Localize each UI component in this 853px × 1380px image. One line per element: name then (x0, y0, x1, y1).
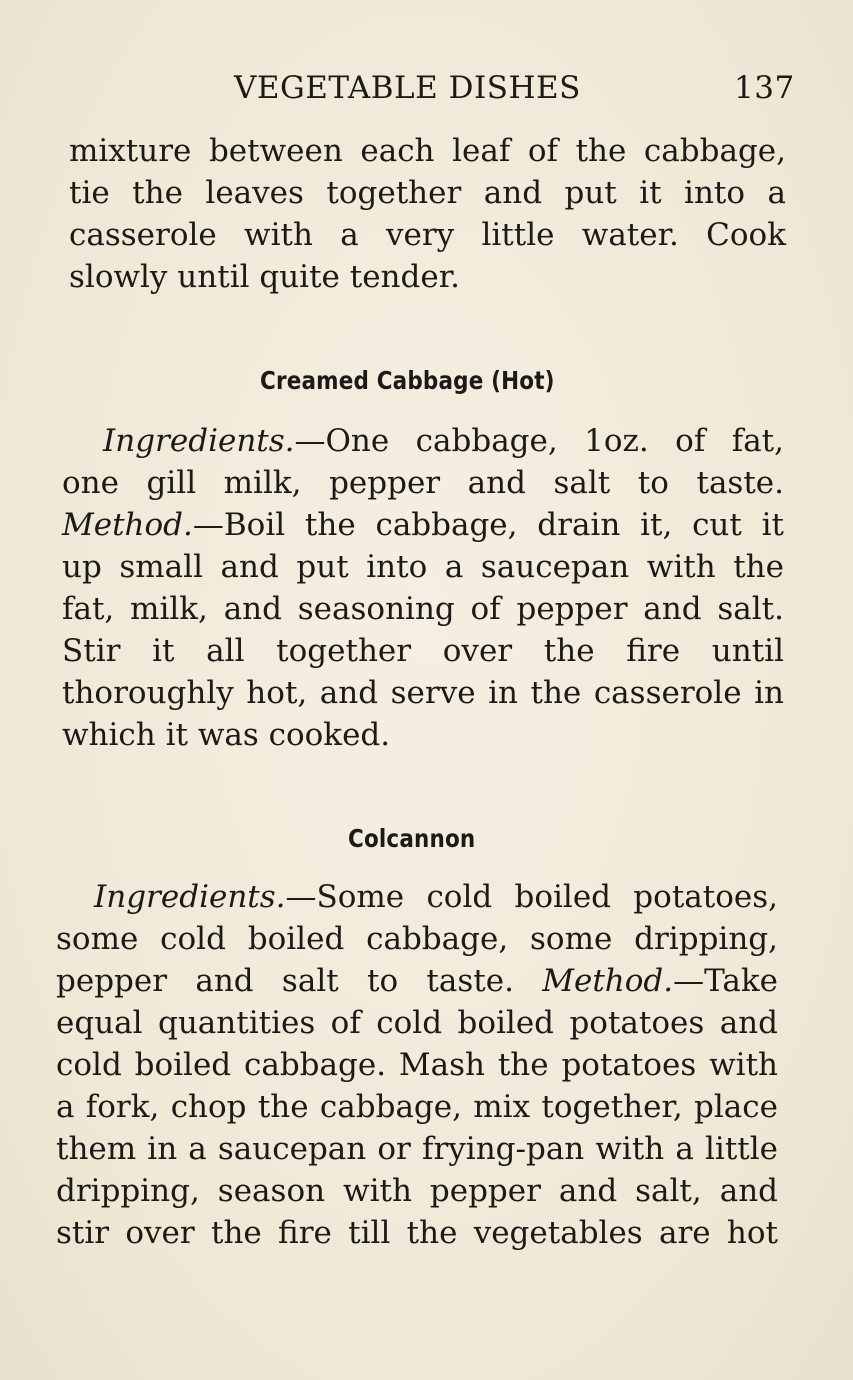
text-line: slowly until quite tender. (69, 259, 460, 295)
text-line: fat, milk, and seasoning of pepper and salt. (62, 591, 784, 627)
line-text: —One cabbage, 1oz. of fat, (294, 423, 784, 459)
text-line (62, 504, 784, 546)
text-line: which it was cooked. (62, 717, 391, 753)
text-line: equal quantities of cold boiled potatoes and (56, 1005, 778, 1041)
ingredients-label: Ingredients. (103, 423, 295, 459)
text-line: up small and put into a saucepan with the (62, 549, 784, 585)
recipe-heading: Creamed Cabbage (Hot) (260, 366, 555, 395)
recipe-heading: Colcannon (348, 824, 476, 853)
text-line (103, 420, 784, 462)
method-label: Method. (542, 963, 674, 999)
running-title: VEGETABLE DISHES (234, 70, 581, 106)
line-text: —Some cold boiled potatoes, (285, 879, 778, 915)
text-line: one gill milk, pepper and salt to taste. (62, 465, 784, 501)
text-line: some cold boiled cabbage, some dripping, (56, 921, 778, 957)
line-text: —Boil the cabbage, drain it, cut it (192, 507, 784, 543)
page-number: 137 (734, 70, 795, 106)
text-line: casserole with a very little water. Cook (69, 217, 786, 253)
text-line: tie the leaves together and put it into a (69, 175, 786, 211)
line-text: pepper and salt to taste. (56, 963, 543, 999)
text-line (56, 960, 778, 1002)
text-line (94, 876, 778, 918)
text-line: a fork, chop the cabbage, mix together, place (56, 1089, 778, 1125)
text-line: Stir it all together over the fire until (62, 633, 784, 669)
text-line: thoroughly hot, and serve in the casserole in (62, 675, 784, 711)
method-label: Method. (62, 507, 193, 543)
line-text: —Take (673, 963, 778, 999)
ingredients-label: Ingredients. (94, 879, 286, 915)
text-line: dripping, season with pepper and salt, and (56, 1173, 778, 1209)
text-line: them in a saucepan or frying-pan with a little (56, 1131, 778, 1167)
text-line: mixture between each leaf of the cabbage, (69, 133, 786, 169)
text-line: stir over the fire till the vegetables are hot (56, 1215, 778, 1251)
text-line: cold boiled cabbage. Mash the potatoes with (56, 1047, 778, 1083)
running-head (234, 70, 794, 114)
